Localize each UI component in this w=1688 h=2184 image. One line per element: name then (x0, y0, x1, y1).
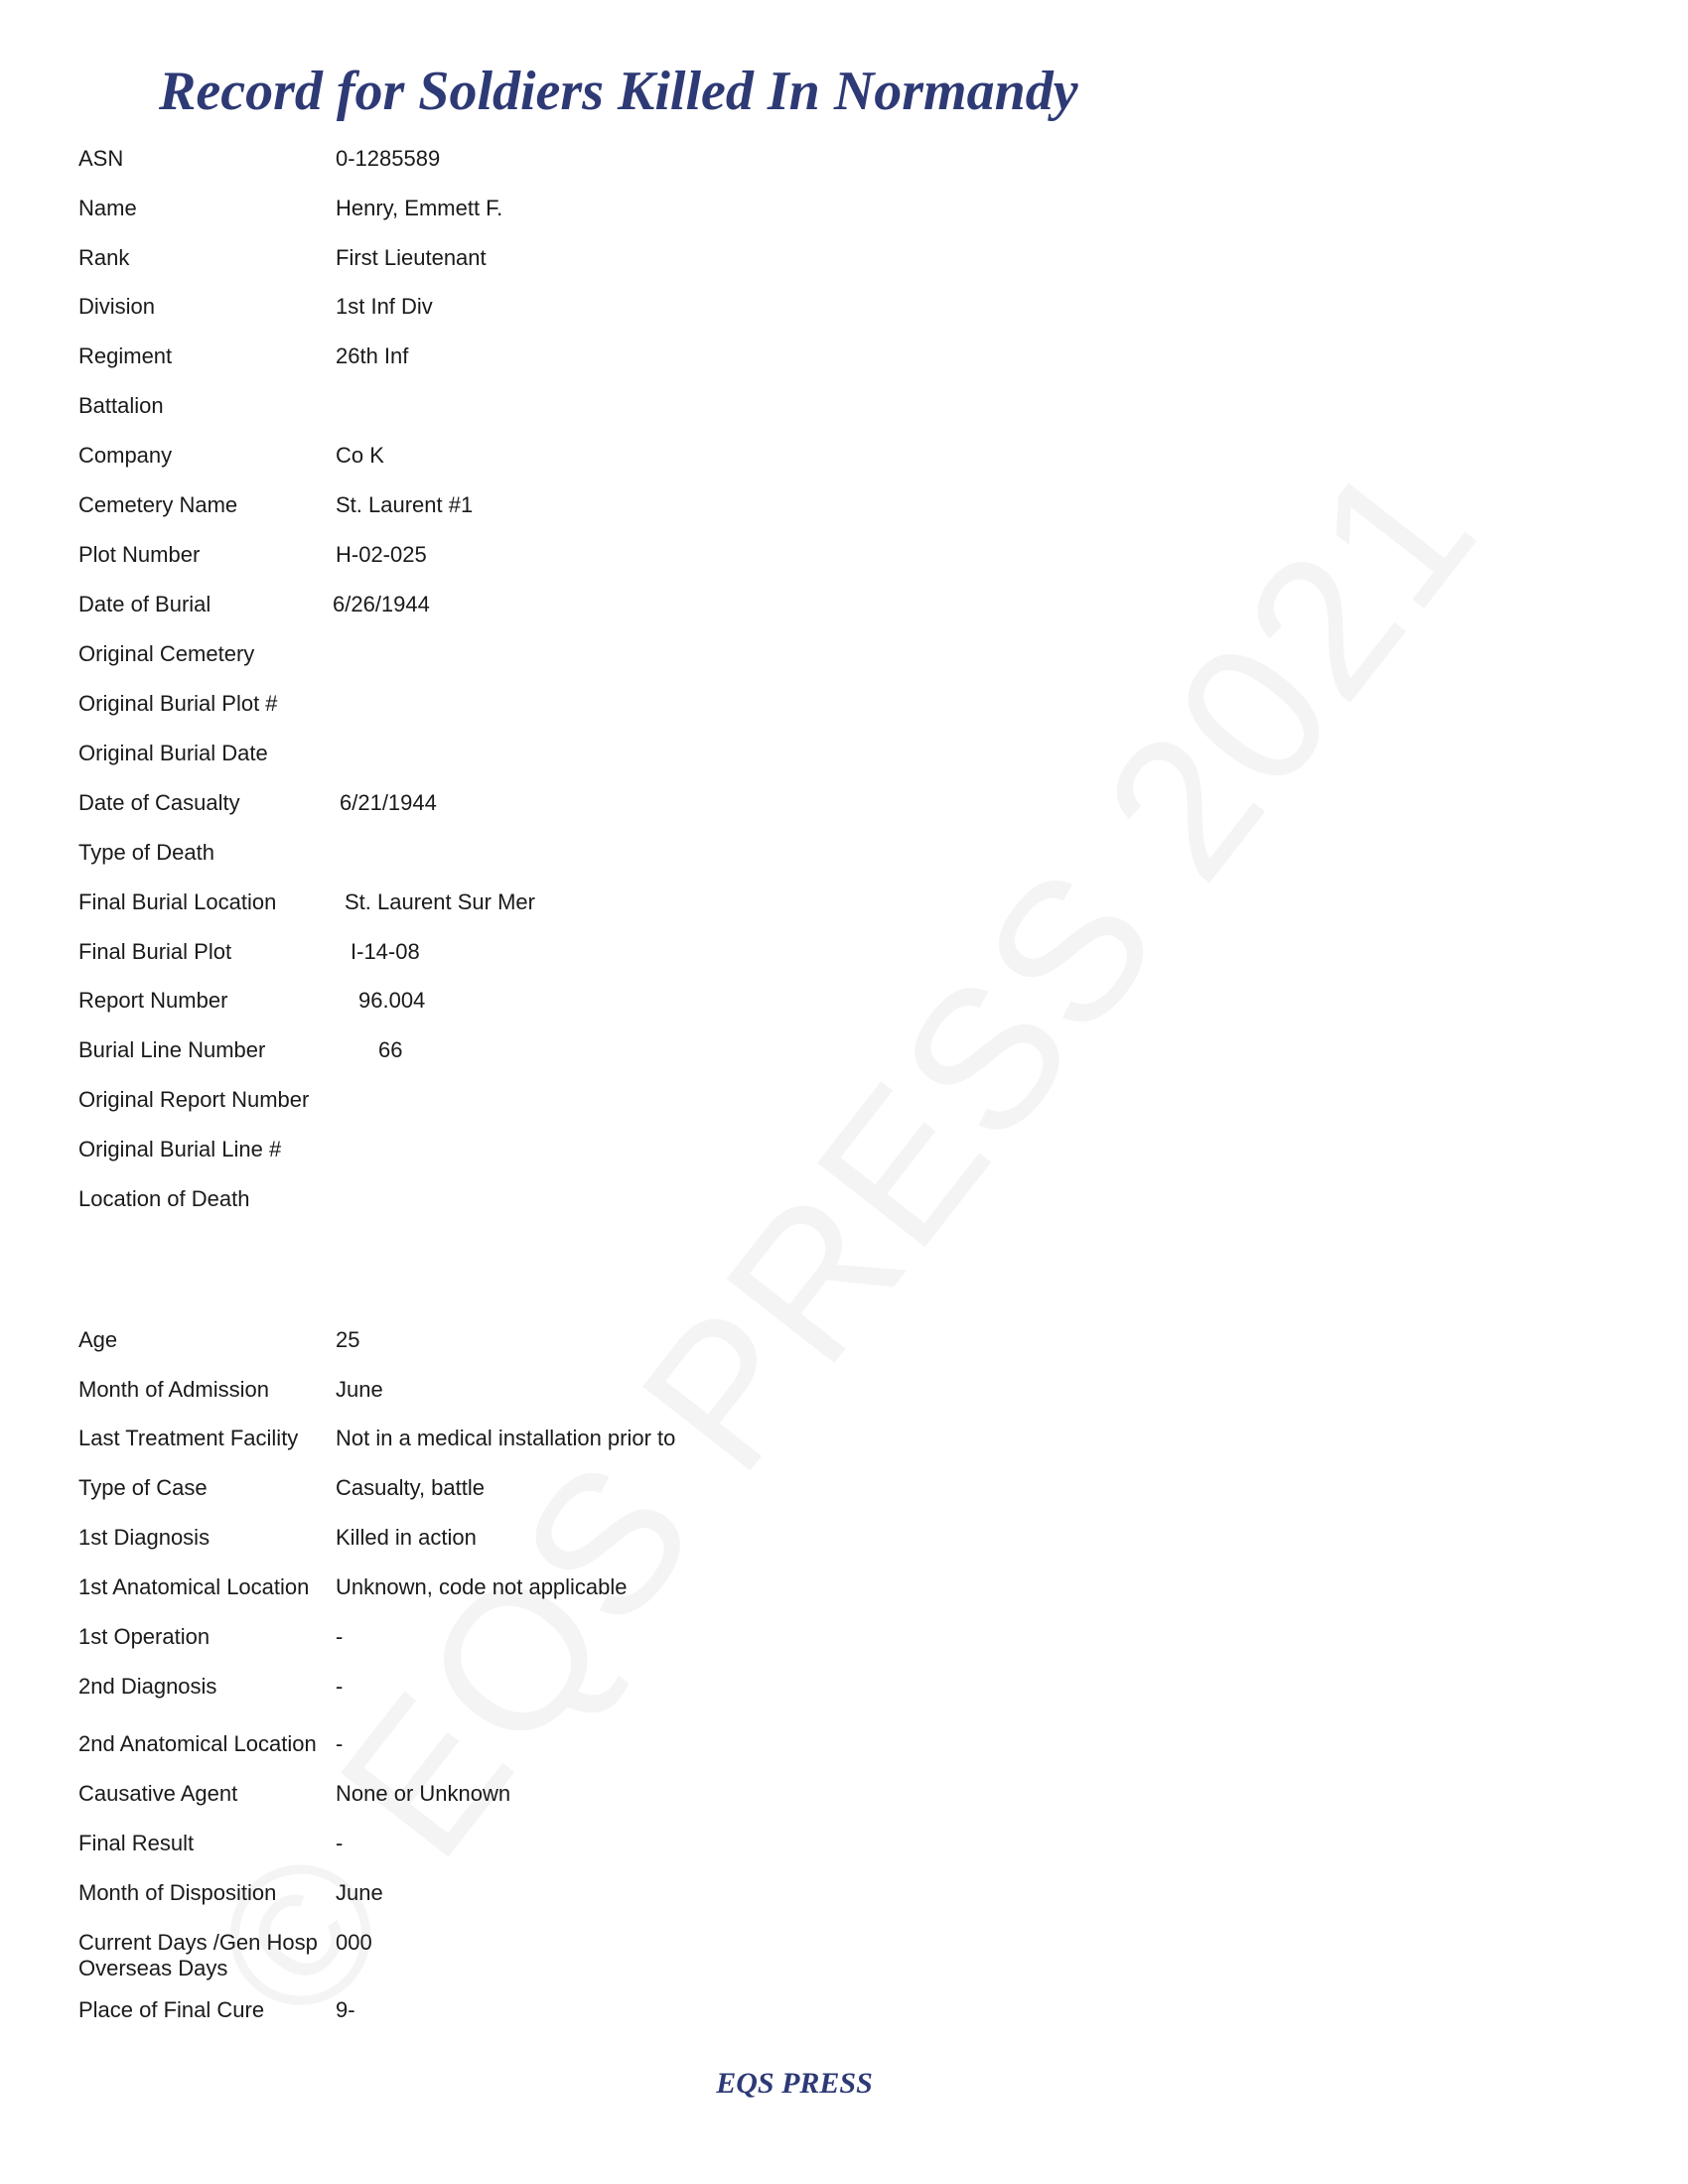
field-label: Report Number (78, 988, 228, 1013)
field-row-date-of-casualty (78, 789, 972, 829)
field-row-name (78, 195, 972, 234)
field-label: Month of Disposition (78, 1880, 277, 1905)
field-value: 25 (336, 1327, 360, 1352)
field-row-original-burial-plot (78, 690, 972, 730)
field-label: Original Burial Plot # (78, 691, 278, 716)
medical-row-causative-agent (78, 1780, 972, 1820)
medical-row-place-of-final-cure (78, 1996, 972, 2036)
field-row-report-number (78, 987, 972, 1026)
field-label: Month of Admission (78, 1377, 269, 1402)
field-label: 1st Diagnosis (78, 1525, 211, 1550)
field-value: 000 (336, 1930, 372, 1955)
field-row-regiment (78, 342, 972, 382)
field-label: Current Days /Gen Hosp (78, 1930, 318, 1955)
medical-row-1st-diagnosis (78, 1524, 972, 1564)
field-row-date-of-burial (78, 591, 972, 630)
field-label: Original Burial Date (78, 741, 268, 765)
field-value: - (336, 1731, 344, 1756)
field-label: Final Burial Location (78, 889, 277, 914)
medical-row-1st-operation (78, 1623, 972, 1663)
field-row-original-cemetery (78, 640, 972, 680)
field-row-original-burial-date (78, 740, 972, 779)
medical-row-final-result (78, 1830, 972, 1869)
field-row-location-of-death (78, 1185, 972, 1225)
field-label: 2nd Anatomical Location (78, 1731, 317, 1756)
field-label: Original Cemetery (78, 641, 255, 666)
field-value: 9- (336, 1997, 355, 2022)
medical-row-current-days (78, 1929, 972, 1988)
field-label: Rank (78, 245, 130, 270)
field-value: - (336, 1674, 344, 1699)
field-value: 66 (378, 1037, 403, 1062)
field-label: Location of Death (78, 1186, 250, 1211)
field-row-final-burial-location (78, 888, 972, 928)
field-row-cemetery-name (78, 491, 972, 531)
field-label: ASN (78, 146, 124, 171)
field-value: Casualty, battle (336, 1475, 486, 1500)
field-label: Original Report Number (78, 1087, 310, 1112)
field-value: 0-1285589 (336, 146, 441, 171)
field-label: Final Burial Plot (78, 939, 232, 964)
field-value: 96.004 (358, 988, 426, 1013)
field-row-original-report-number (78, 1086, 972, 1126)
field-label: 2nd Diagnosis (78, 1674, 217, 1699)
field-label: 1st Operation (78, 1624, 211, 1649)
field-row-burial-line-number (78, 1036, 972, 1076)
field-value: 26th Inf (336, 343, 409, 368)
field-row-division (78, 293, 972, 333)
field-value: Co K (336, 443, 384, 468)
field-row-company (78, 442, 972, 481)
field-label: Type of Case (78, 1475, 208, 1500)
field-value: - (336, 1831, 344, 1855)
field-value: - (336, 1624, 344, 1649)
field-label: Original Burial Line # (78, 1137, 282, 1161)
field-label: Place of Final Cure (78, 1997, 265, 2022)
field-label: Name (78, 196, 137, 220)
field-value: June (336, 1377, 383, 1402)
field-label: Battalion (78, 393, 164, 418)
field-label: Date of Burial (78, 592, 211, 616)
field-value: Killed in action (336, 1525, 477, 1550)
field-value: 6/26/1944 (333, 592, 430, 616)
field-label: Company (78, 443, 173, 468)
field-label: Final Result (78, 1831, 195, 1855)
medical-row-2nd-anatomical-location (78, 1730, 972, 1770)
field-row-final-burial-plot (78, 938, 972, 978)
field-value: June (336, 1880, 383, 1905)
publisher-footer: EQS PRESS (716, 2067, 873, 2100)
field-row-battalion (78, 392, 972, 432)
field-row-plot-number (78, 541, 972, 581)
field-value: Unknown, code not applicable (336, 1574, 628, 1599)
medical-row-2nd-diagnosis (78, 1673, 972, 1712)
field-value: None or Unknown (336, 1781, 511, 1806)
medical-row-month-of-admission (78, 1376, 972, 1416)
medical-row-1st-anatomical-location (78, 1573, 972, 1613)
medical-row-type-of-case (78, 1474, 972, 1514)
field-label: Date of Casualty (78, 790, 240, 815)
field-value: Henry, Emmett F. (336, 196, 503, 220)
field-value: Not in a medical installation prior to (336, 1426, 676, 1450)
field-row-original-burial-line (78, 1136, 972, 1175)
field-value: St. Laurent Sur Mer (345, 889, 535, 914)
medical-row-age (78, 1326, 972, 1366)
field-value: I-14-08 (351, 939, 420, 964)
field-label: Age (78, 1327, 118, 1352)
field-label: Type of Death (78, 840, 214, 865)
field-value: St. Laurent #1 (336, 492, 474, 517)
field-row-type-of-death (78, 839, 972, 879)
field-row-rank (78, 244, 972, 284)
field-value: H-02-025 (336, 542, 427, 567)
field-label: Last Treatment Facility (78, 1426, 299, 1450)
field-label: Plot Number (78, 542, 201, 567)
field-label: Causative Agent (78, 1781, 238, 1806)
field-label-second-line: Overseas Days (78, 1956, 228, 1980)
medical-row-last-treatment-facility (78, 1425, 972, 1464)
field-row-asn (78, 145, 972, 185)
field-label: Division (78, 294, 156, 319)
field-value: 6/21/1944 (340, 790, 437, 815)
field-value: First Lieutenant (336, 245, 487, 270)
field-value: 1st Inf Div (336, 294, 433, 319)
field-label: Regiment (78, 343, 173, 368)
field-label: Cemetery Name (78, 492, 238, 517)
page-title: Record for Soldiers Killed In Normandy (159, 61, 1078, 122)
medical-row-month-of-disposition (78, 1879, 972, 1919)
field-label: Burial Line Number (78, 1037, 266, 1062)
field-label: 1st Anatomical Location (78, 1574, 310, 1599)
